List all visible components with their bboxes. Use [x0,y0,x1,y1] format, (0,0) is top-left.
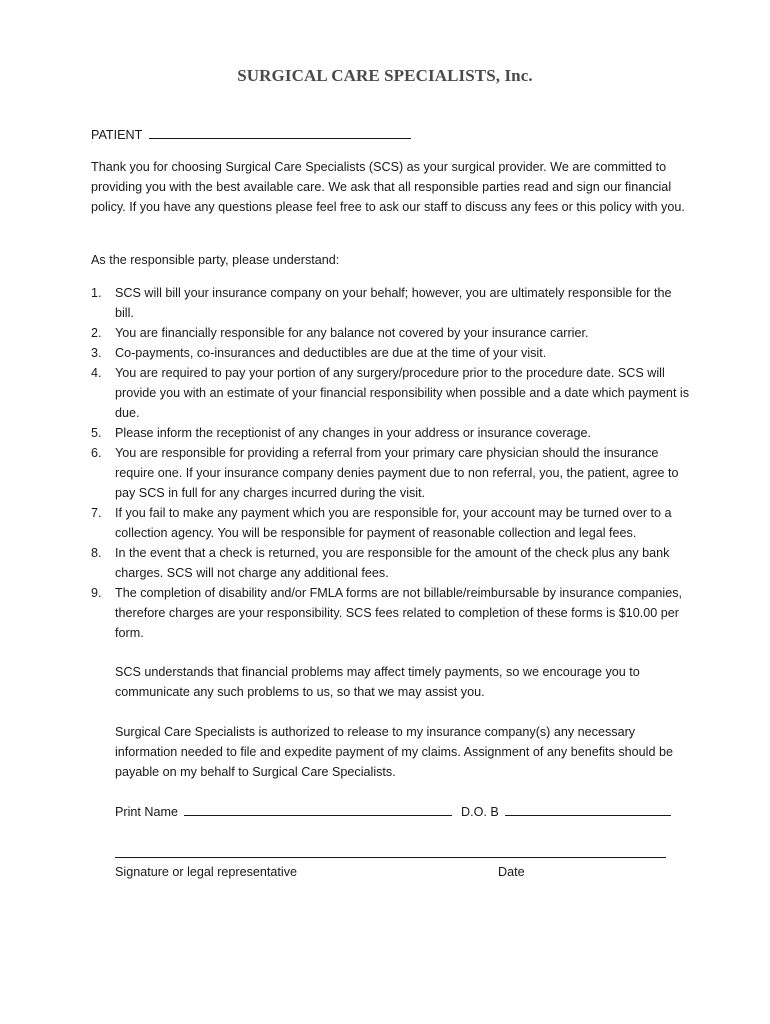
policy-item-text: Co-payments, co-insurances and deductibles are due at the time of your visit. [115,346,547,360]
policy-item-text: You are financially responsible for any balance not covered by your insurance carrier. [115,326,589,340]
patient-name-line[interactable] [149,125,411,139]
policy-item-text: If you fail to make any payment which you are responsible for, your account may be turned over to a collection agency. You will be responsible for payment of reasonable collection and legal fees. [115,506,672,540]
date-label: Date [498,865,525,879]
policy-item [91,423,691,443]
policy-item-number: 3. [91,346,102,360]
signature-line[interactable] [115,857,666,858]
responsible-party-heading: As the responsible party, please understand: [91,253,340,267]
authorization-paragraph: Surgical Care Specialists is authorized to release to my insurance company(s) any necessary information needed to file and expedite payment of my claims. Assignment of any benefits should be payable on my behalf to Surgical Care Specialists. [115,725,673,779]
policy-item-text: You are responsible for providing a referral from your primary care physician should the insurance require one. If your insurance company denies payment due to non referral, you, the patient, agree to pay SCS in full for any charges incurred during the visit. [115,446,679,500]
policy-item [91,283,691,323]
patient-field [91,125,411,145]
print-name-label: Print Name [115,805,178,819]
policy-item-number: 1. [91,286,102,300]
intro-paragraph: Thank you for choosing Surgical Care Specialists (SCS) as your surgical provider. We are committed to providing you with the best available care. We ask that all responsible parties read and sign our financial policy. If you have any questions please feel free to ask our staff to discuss any fees or this policy with you. [91,160,685,214]
policy-item [91,323,691,343]
policy-item-text: You are required to pay your portion of any surgery/procedure prior to the procedure date. SCS will provide you with an estimate of your financial responsibility when possible and a date which payment is due. [115,366,690,420]
patient-label: PATIENT [91,128,143,142]
policy-item-number: 9. [91,586,102,600]
policy-item-number: 6. [91,446,102,460]
policy-item-number: 7. [91,506,102,520]
policy-item [91,363,691,423]
policy-item [91,443,691,503]
signature-label: Signature or legal representative [115,865,298,879]
policy-item [91,503,691,543]
policy-item-text: SCS will bill your insurance company on your behalf; however, you are ultimately responsible for the bill. [115,286,672,320]
dob-label: D.O. B [461,805,499,819]
policy-item [91,543,691,583]
print-name-line[interactable] [184,802,452,816]
policy-item-number: 4. [91,366,102,380]
policy-item [91,343,691,363]
policy-item-number: 2. [91,326,102,340]
policy-item [91,583,691,643]
policy-item-number: 8. [91,546,102,560]
print-name-row [115,802,685,822]
dob-line[interactable] [505,802,671,816]
policy-item-text: The completion of disability and/or FMLA forms are not billable/reimbursable by insurance companies, therefore charges are your responsibility. SCS fees related to completion of these forms is $10.00 per form. [115,586,682,640]
document-title: SURGICAL CARE SPECIALISTS, Inc. [237,66,533,85]
policy-item-text: Please inform the receptionist of any changes in your address or insurance coverage. [115,426,592,440]
financial-problems-paragraph: SCS understands that financial problems may affect timely payments, so we encourage you to communicate any such problems to us, so that we may assist you. [115,665,640,699]
policy-item-text: In the event that a check is returned, you are responsible for the amount of the check plus any bank charges. SCS will not charge any additional fees. [115,546,670,580]
policy-item-number: 5. [91,426,102,440]
policy-list [91,283,691,643]
